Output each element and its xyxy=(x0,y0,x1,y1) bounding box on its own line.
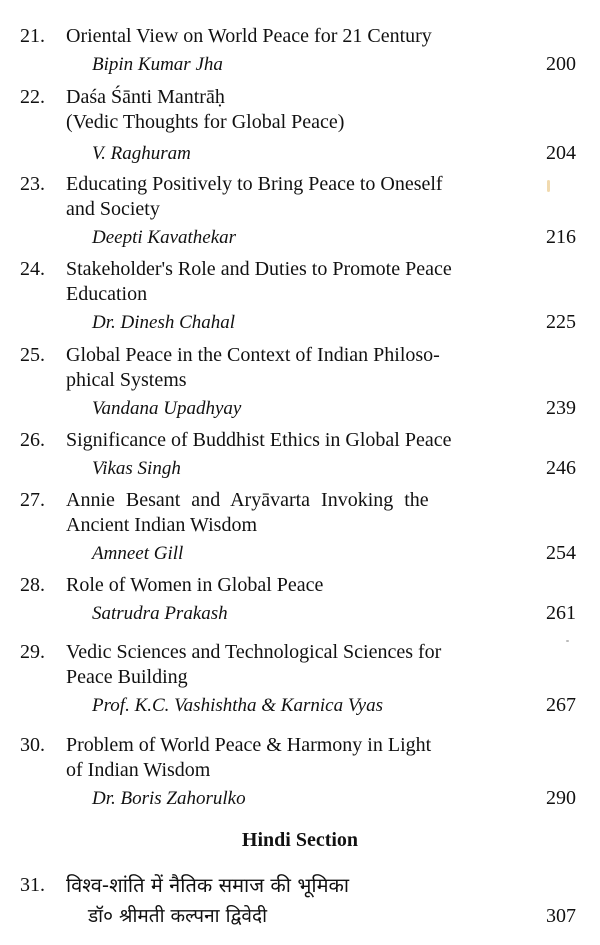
entry-number: 29. xyxy=(20,641,45,663)
entry-number: 23. xyxy=(20,173,45,195)
entry-page: 307 xyxy=(546,905,576,927)
entry-title-line: Educating Positively to Bring Peace to Oneself xyxy=(66,173,443,195)
entry-number: 24. xyxy=(20,258,45,280)
entry-page: 239 xyxy=(546,397,576,419)
entry-title-line: (Vedic Thoughts for Global Peace) xyxy=(66,111,345,133)
entry-title-line: Significance of Buddhist Ethics in Global Peace xyxy=(66,429,452,451)
entry-number: 28. xyxy=(20,574,45,596)
entry-title xyxy=(66,24,506,49)
entry-title-line: Peace Building xyxy=(66,666,188,688)
entry-title-line: Oriental View on World Peace for 21 Century xyxy=(66,25,432,47)
entry-page: 267 xyxy=(546,694,576,716)
entry-author: Satrudra Prakash xyxy=(92,603,228,624)
entry-author: Vandana Upadhyay xyxy=(92,398,242,419)
entry-author: Dr. Dinesh Chahal xyxy=(92,312,236,333)
entry-title xyxy=(66,172,506,222)
entry-title xyxy=(66,343,506,393)
entry-number: 25. xyxy=(20,344,45,366)
entry-number: 22. xyxy=(20,86,45,108)
entry-title xyxy=(66,488,506,538)
entry-title xyxy=(66,640,506,690)
entry-title-line: Annie Besant and Aryāvarta Invoking the xyxy=(66,489,429,511)
entry-title-line: of Indian Wisdom xyxy=(66,759,211,781)
entry-author: V. Raghuram xyxy=(92,143,191,164)
speck xyxy=(547,180,550,192)
entry-title-line: Daśa Śānti Mantrāḥ xyxy=(66,86,225,108)
entry-author: Prof. K.C. Vashishtha & Karnica Vyas xyxy=(92,695,384,716)
entry-author: Amneet Gill xyxy=(92,543,184,564)
dot xyxy=(566,640,569,642)
entry-page: 216 xyxy=(546,226,576,248)
entry-title-line: Stakeholder's Role and Duties to Promote Peace xyxy=(66,258,452,280)
entry-page: 246 xyxy=(546,457,576,479)
entry-page: 254 xyxy=(546,542,576,564)
entry-title-line: Global Peace in the Context of Indian Philoso- xyxy=(66,344,440,366)
entry-author: डॉ० श्रीमती कल्पना द्विवेदी xyxy=(88,905,267,927)
entry-title xyxy=(66,428,506,453)
entry-title xyxy=(66,573,506,598)
entry-page: 261 xyxy=(546,602,576,624)
entry-title-line: Problem of World Peace & Harmony in Light xyxy=(66,734,432,756)
entry-title-line: and Society xyxy=(66,198,160,220)
entry-number: 31. xyxy=(20,874,45,896)
entry-title-line: Vedic Sciences and Technological Sciences for xyxy=(66,641,442,663)
entry-number: 30. xyxy=(20,734,45,756)
entry-title-line: Role of Women in Global Peace xyxy=(66,574,324,596)
entry-page: 290 xyxy=(546,787,576,809)
entry-title xyxy=(66,873,506,898)
entry-page: 225 xyxy=(546,311,576,333)
entry-number: 26. xyxy=(20,429,45,451)
entry-author: Deepti Kavathekar xyxy=(92,227,237,248)
entry-author: Vikas Singh xyxy=(92,458,181,479)
section-heading-hindi: Hindi Section xyxy=(241,829,359,851)
entry-author: Bipin Kumar Jha xyxy=(92,54,223,75)
entry-title xyxy=(66,85,506,135)
entry-author: Dr. Boris Zahorulko xyxy=(92,788,246,809)
entry-number: 21. xyxy=(20,25,45,47)
entry-title-line: phical Systems xyxy=(66,369,187,391)
entry-title xyxy=(66,257,506,307)
entry-title-line: Education xyxy=(66,283,148,305)
entry-number: 27. xyxy=(20,489,45,511)
entry-page: 200 xyxy=(546,53,576,75)
entry-title-line: Ancient Indian Wisdom xyxy=(66,514,258,536)
entry-title xyxy=(66,733,506,783)
entry-page: 204 xyxy=(546,142,576,164)
entry-title-line: विश्व-शांति में नैतिक समाज की भूमिका xyxy=(66,873,350,897)
